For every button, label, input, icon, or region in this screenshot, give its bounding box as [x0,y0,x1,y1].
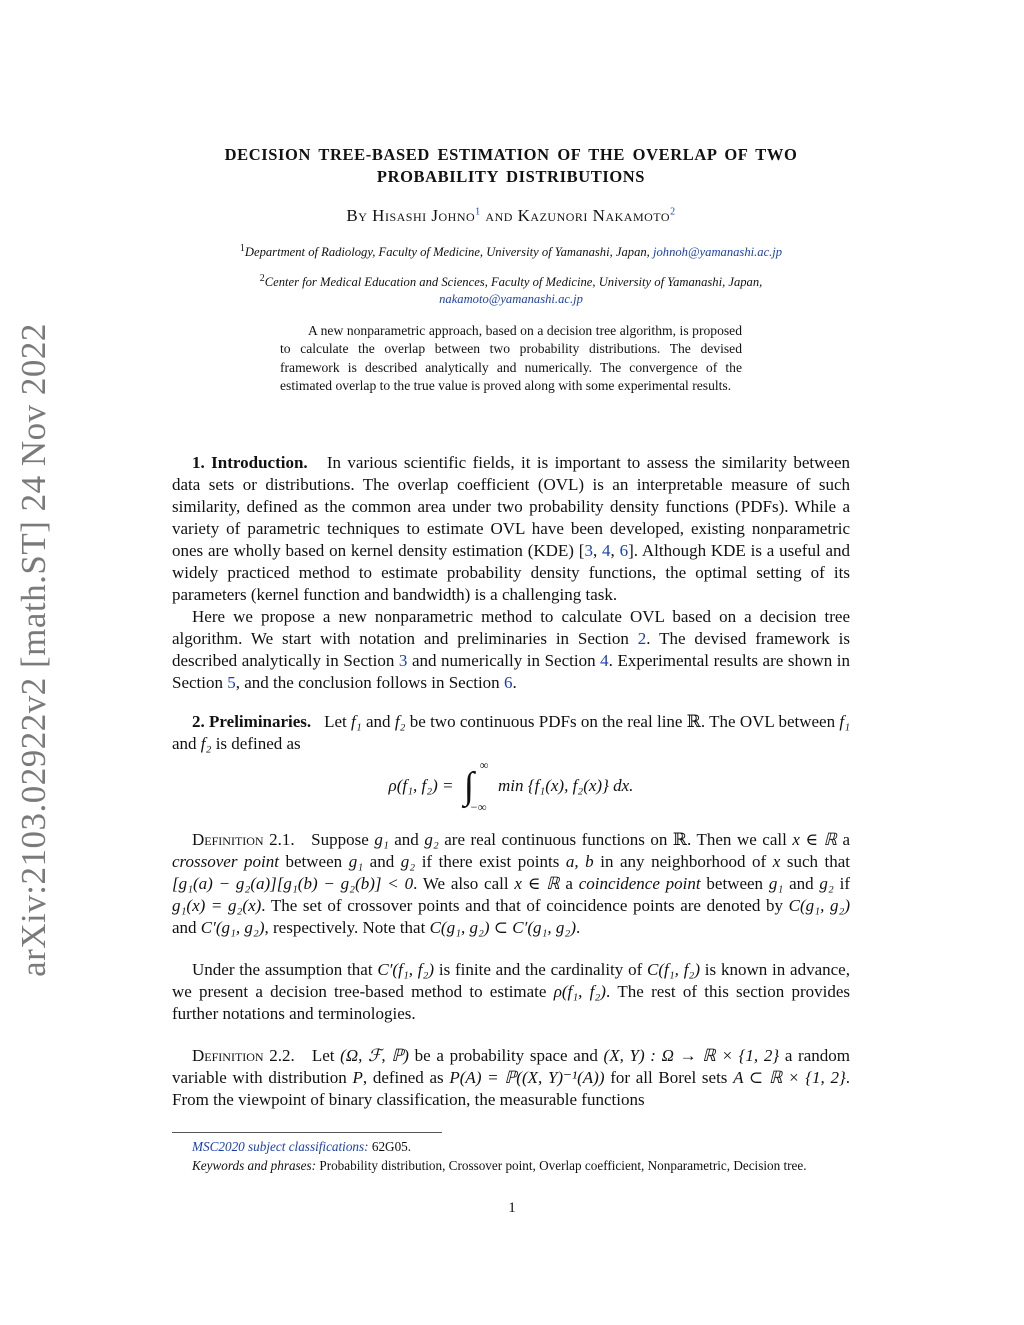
prelim-paragraph-1: 2. Preliminaries. Let f₁ and f₂ be two continuous PDFs on the real line ℝ. The OVL between f₁ and f₂ is defined as [172,712,851,753]
paper-title [200,144,822,188]
section-5-link[interactable]: 5 [227,673,236,692]
definition-2-2-label: Definition 2.2. [192,1046,295,1065]
equation-lhs: ρ(f₁, f₂) = [388,776,454,795]
ref-4-link[interactable]: 4 [602,541,611,560]
author-2: Kazunori Nakamoto [517,206,671,225]
integral-lower-limit: −∞ [469,800,487,814]
author-2-sup[interactable]: 2 [670,206,676,218]
section-preliminaries [172,711,850,755]
title-line-1: DECISION TREE-BASED ESTIMATION OF THE OVERLAP OF TWO [224,145,798,164]
intro-heading: 1. Introduction. [192,453,308,472]
footnote-divider [172,1132,442,1133]
definition-2-1: Definition 2.1. Suppose g₁ and g₂ are real continuous functions on ℝ. Then we call x ∈ ℝ a crossover point between g₁ and g₂ if there exist points a, b in any neighborhood of x such that [g₁(a) − g₂(a)][g₁(b) − g₂(b)] < 0. We also call x ∈ ℝ a coincidence point between g₁ and g₂ if g₁(x) = g₂(x). The set of crossover points and that of coincidence points are denoted by C(g₁, g₂) and C′(g₁, g₂), respectively. Note that C(g₁, g₂) ⊂ C′(g₁, g₂). [172,830,851,937]
arxiv-identifier: arXiv:2103.02922v2 [math.ST] 24 Nov 2022 [14,323,53,977]
aff2-sup: 2 [259,273,265,284]
msc-footnote: MSC2020 subject classifications: 62G05. [192,1139,412,1154]
ref-6-link[interactable]: 6 [619,541,629,560]
keywords-label: Keywords and phrases: [192,1158,317,1173]
page-number: 1 [508,1200,516,1216]
definition-2-1-label: Definition 2.1. [192,830,295,849]
prelim-heading: 2. Preliminaries. [192,712,312,731]
author-1-sup[interactable]: 1 [475,206,481,218]
aff1-email-link[interactable]: johnoh@yamanashi.ac.jp [652,245,783,260]
and-word: and [485,206,513,225]
section-3-link[interactable]: 3 [398,651,408,670]
ref-3-link[interactable]: 3 [584,541,593,560]
aff2-email-link[interactable]: nakamoto@yamanashi.ac.jp [439,292,583,307]
aff1-sup: 1 [239,243,245,254]
abstract-text: A new nonparametric approach, based on a decision tree algorithm, is proposed to calculate the overlap between two probability distributions. The devised framework is described analytically and numerically. The convergence of the estimated overlap to the true value is proved along with some experimental results. [280,323,742,394]
keywords-footnote: Keywords and phrases: Probability distribution, Crossover point, Overlap coefficient, Nonparametric, Decision tree. [192,1158,807,1173]
footnotes [172,1137,850,1175]
affiliation-2 [180,270,842,308]
coincidence-point-term: coincidence point [578,874,701,893]
integral-upper-limit: ∞ [479,758,489,772]
title-line-2: PROBABILITY DISTRIBUTIONS [376,167,646,186]
abstract [280,322,742,396]
integral-sign: ∫ ∞ −∞ [463,758,489,814]
definition-2-2: Definition 2.2. Let (Ω, ℱ, ℙ) be a probability space and (X, Y) : Ω → ℝ × {1, 2} a random variable with distribution P, defined as P(A) = ℙ((X, Y)⁻¹(A)) for all Borel sets A ⊂ ℝ × {1, 2}. From the viewpoint of binary classification, the measurable functions [172,1046,851,1109]
section-introduction [172,452,850,694]
assumption-paragraph: Under the assumption that C′(f₁, f₂) is finite and the cardinality of C(f₁, f₂) is known in advance, we present a decision tree-based method to estimate ρ(f₁, f₂). The rest of this section provides further notations and terminologies. [172,960,850,1023]
section-2-link[interactable]: 2 [637,629,647,648]
author-line [180,206,842,226]
intro-paragraph-1: 1. Introduction. In various scientific fields, it is important to assess the similarity between data sets or distributions. The overlap coefficient (OVL) is an interpretable measure of such similarity, defined as the common area under two probability density functions (PDFs). While a variety of parametric techniques to estimate OVL have been developed, existing nonparametric ones are wholly based on kernel density estimation (KDE) [3, 4, 6]. Although KDE is a useful and widely practiced method to estimate probability density functions, the optimal setting of its parameters (kernel function and bandwidth) is a challenging task. [172,453,851,604]
aff2-text: Center for Medical Education and Sciences, Faculty of Medicine, University of Yamanashi, Japan, [264,275,763,290]
author-1: Hisashi Johno [372,206,476,225]
crossover-point-term: crossover point [172,852,279,871]
section-6-link[interactable]: 6 [503,673,513,692]
by-word: By [346,206,368,225]
aff1-text: Department of Radiology, Faculty of Medicine, University of Yamanashi, Japan, [244,245,650,260]
msc-link[interactable]: MSC2020 subject classifications: [192,1139,369,1154]
ovl-equation [172,760,850,812]
section-4-link[interactable]: 4 [600,651,609,670]
arxiv-sidebar [14,323,54,977]
affiliation-1 [180,240,842,261]
equation-rhs: min {f₁(x), f₂(x)} dx. [498,776,634,795]
intro-paragraph-2: Here we propose a new nonparametric method to calculate OVL based on a decision tree algorithm. We start with notation and preliminaries in Section 2. The devised framework is described analytically in Section 3 and numerically in Section 4. Experimental results are shown in Section 5, and the conclusion follows in Section 6. [172,607,851,692]
